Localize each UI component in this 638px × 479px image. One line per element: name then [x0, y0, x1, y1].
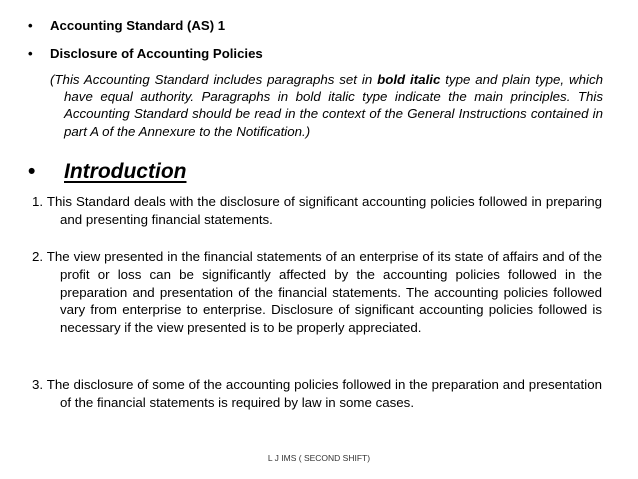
bullet-marker: •: [28, 160, 36, 183]
introduction-heading: [28, 158, 186, 186]
note-text-before: (This Accounting Standard includes paragraphs set in: [50, 72, 378, 87]
note-text-after: type and plain type, which have equal authority. Paragraphs in bold italic type indicate the main principles. This Accounting Standard should be read in the context of the General Instructions contained in part A of the Annexure to the Notification.): [64, 72, 603, 139]
bullet-marker: •: [28, 18, 33, 33]
bullet-standard-name: [28, 45, 263, 62]
heading-label: Introduction: [64, 160, 187, 183]
note-emphasis: bold italic: [377, 72, 441, 87]
paragraph-1: 1. This Standard deals with the disclosure of significant accounting policies followed in preparing and presenting financial statements.: [32, 194, 602, 227]
footer-text: L J IMS ( SECOND SHIFT): [267, 453, 371, 463]
bullet-standard-number: [28, 17, 225, 34]
bullet-marker: •: [28, 46, 33, 61]
standard-title: Accounting Standard (AS) 1: [50, 18, 226, 33]
authority-note: [50, 71, 603, 140]
standard-subject: Disclosure of Accounting Policies: [50, 46, 263, 61]
paragraph-2: 2. The view presented in the financial statements of an enterprise of its state of affairs and of the profit or loss can be significantly affected by the accounting policies followed in the preparation and presentation of the financial statements. The accounting policies followed vary from enterprise to enterprise. Disclosure of significant accounting policies followed is necessary if the view presented is to be properly appreciated.: [32, 249, 602, 336]
paragraph-3: 3. The disclosure of some of the accounting policies followed in the preparation and presentation of the financial statements is required by law in some cases.: [32, 377, 602, 410]
